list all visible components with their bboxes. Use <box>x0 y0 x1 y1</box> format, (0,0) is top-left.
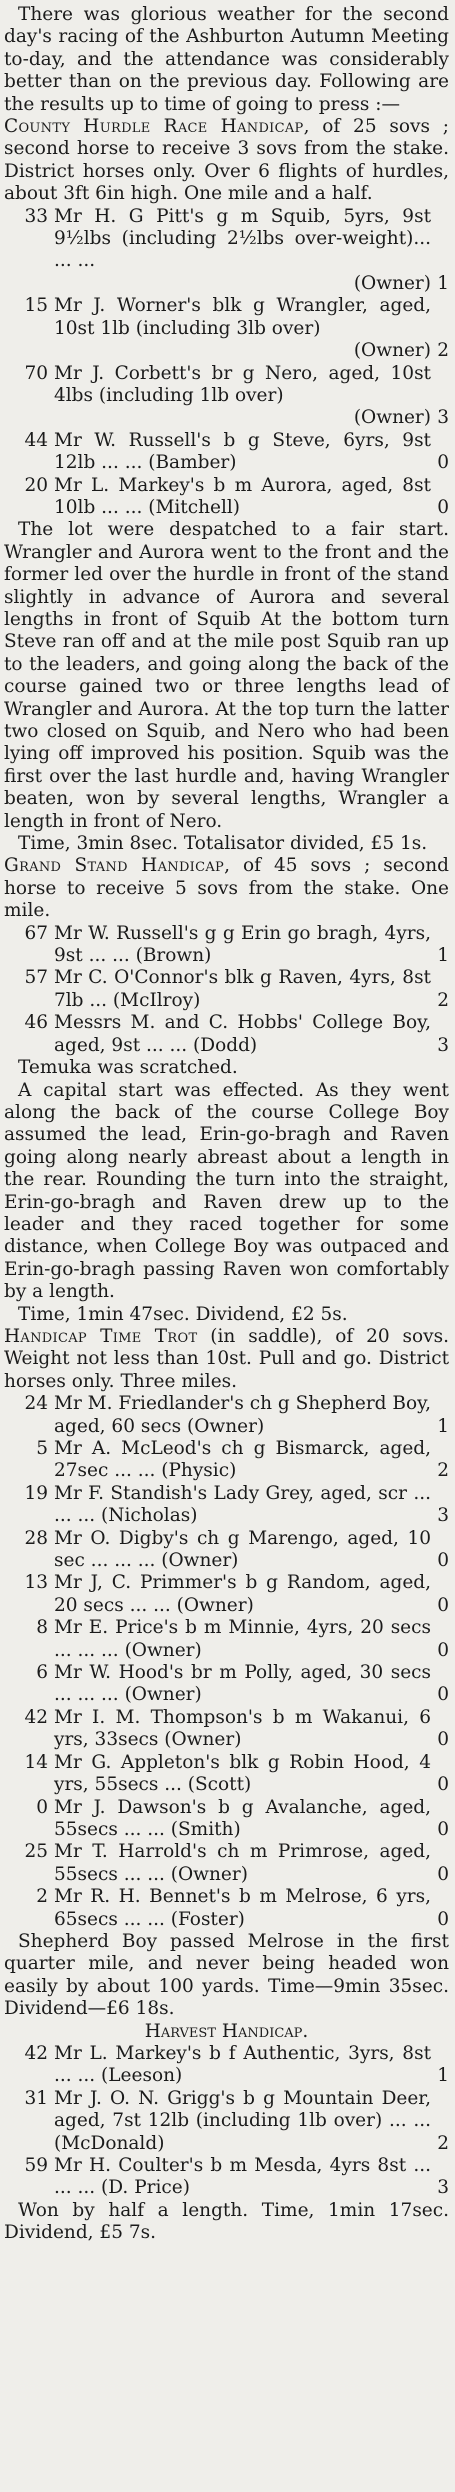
entry-text: Mr O. Digby's ch g Marengo, aged, 10 sec ... ... ... (Owner) <box>54 1527 431 1572</box>
entry-text: Messrs M. and C. Hobbs' College Boy, aged, 9st ... ... (Dodd) <box>54 1012 431 1056</box>
race-entry <box>4 1886 449 1931</box>
entry-number: 42 <box>24 1706 48 1728</box>
entry-text: Mr R. H. Bennet's b m Melrose, 6 yrs, 65secs ... ... (Foster) <box>54 1886 431 1930</box>
entry-placing: 3 <box>437 1505 449 1527</box>
entry-text: Mr J. O. N. Grigg's b g Mountain Deer, aged, 7st 12lb (including 1lb over) ... ... (McDonald) <box>54 2087 431 2154</box>
entry-number: 70 <box>24 362 48 384</box>
entry-text: Mr J. Corbett's br g Nero, aged, 10st 4lbs (including 1lb over) <box>54 362 431 406</box>
race-entry <box>4 1797 449 1842</box>
entry-placing: 0 <box>437 1863 449 1885</box>
entry-number: 13 <box>24 1572 48 1594</box>
race-title: Harvest Handicap. <box>144 2020 309 2042</box>
entry-placing: 0 <box>437 1594 449 1616</box>
entry-text: Mr F. Standish's Lady Grey, aged, scr ... ... ... (Nicholas) <box>54 1482 431 1527</box>
entry-number: 15 <box>24 295 48 317</box>
entry-number: 8 <box>36 1617 48 1639</box>
entry-text: Mr W. Hood's br m Polly, aged, 30 secs ... ... ... (Owner) <box>54 1662 431 1706</box>
entry-number: 0 <box>36 1796 48 1818</box>
race-title: Handicap Time Trot <box>4 1325 198 1347</box>
entry-number: 20 <box>24 474 48 496</box>
race-report: Won by half a length. Time, 1min 17sec. Dividend, £5 7s. <box>4 2199 449 2244</box>
race-entry <box>4 430 449 475</box>
race-report: The lot were despatched to a fair start. Wrangler and Aurora went to the front and the former led over the hurdle in front of the stand slightly in advance of Aurora and several lengths in front of Squib At the bottom turn Steve ran off and at the mile post Squib ran up to the leaders, and going along the back of the course gained two or three lengths lead of Wrangler and Aurora. At the top turn the latter two closed on Squib, and Nero who had been lying off improved his position. Squib was the first over the last hurdle and, having Wrangler beaten, won by several lengths, Wrangler a length in front of Nero. <box>4 519 449 832</box>
race-conditions: , of 25 sovs ; second horse to receive 3 sovs from the stake. District horses only. Over 6 flights of hurdles, about 3ft 6in high. One mile and a half. <box>4 116 449 205</box>
race-entry <box>4 1841 449 1886</box>
entry-rider: (Owner) <box>353 272 431 294</box>
race-report: A capital start was effected. As they went along the back of the course College Boy assumed the lead, Erin-go-bragh and Raven going along nearly abreast about a length in the rear. Rounding the turn into the straight, Erin-go-bragh and Raven drew up to the leader and they raced together for some distance, when College Boy was outpaced and Erin-go-bragh passing Raven won comfortably by a length. <box>4 1079 449 1303</box>
entry-text: Mr M. Friedlander's ch g Shepherd Boy, aged, 60 secs (Owner) <box>54 1393 432 1437</box>
entry-placing: 0 <box>437 1818 449 1840</box>
entry-number: 44 <box>24 429 48 451</box>
race-entry <box>4 923 449 968</box>
race-entry <box>4 1483 449 1528</box>
entry-text: Mr H. Coulter's b m Mesda, 4yrs 8st ... ... ... (D. Price) <box>54 2155 431 2199</box>
race-entry <box>4 206 449 296</box>
race-entry <box>4 2043 449 2088</box>
entry-number: 31 <box>24 2087 48 2109</box>
entry-text: Mr L. Markey's b f Authentic, 3yrs, 8st ... ... (Leeson) <box>54 2042 431 2087</box>
entry-rider: (Owner) <box>353 340 431 362</box>
entry-number: 24 <box>24 1393 48 1415</box>
race-entry <box>4 295 449 362</box>
entry-text: Mr G. Appleton's blk g Robin Hood, 4 yrs, 55secs ... (Scott) <box>54 1751 431 1796</box>
race-entry <box>4 2088 449 2155</box>
race-entry <box>4 2155 449 2200</box>
entry-number: 57 <box>24 967 48 989</box>
race-heading <box>4 1326 449 1393</box>
entry-placing: 2 <box>437 989 449 1011</box>
entry-number: 33 <box>24 205 48 227</box>
entry-number: 25 <box>24 1841 48 1863</box>
race-report: Shepherd Boy passed Melrose in the first quarter mile, and never being headed won easily by about 100 yards. Time—9min 35sec. Dividend—£6 18s. <box>4 1930 449 2020</box>
entry-placing: 1 <box>437 2065 449 2087</box>
race-entry <box>4 1617 449 1662</box>
entry-text: Mr I. M. Thompson's b m Wakanui, 6 yrs, 33secs (Owner) <box>54 1706 431 1751</box>
race-entry <box>4 1752 449 1797</box>
entry-number: 59 <box>24 2155 48 2176</box>
entry-placing: 3 <box>437 1034 449 1056</box>
entry-number: 5 <box>36 1438 48 1459</box>
entry-number: 19 <box>24 1482 48 1504</box>
intro-paragraph: There was glorious weather for the second day's racing of the Ashburton Autumn Meeting to-day, and the attendance was considerably better than on the previous day. Following are the results up to time of going to press :— <box>4 4 449 115</box>
race-result: Time, 1min 47sec. Dividend, £2 5s. <box>18 1303 348 1325</box>
entry-placing: 2 <box>437 2132 449 2154</box>
race-conditions: (in saddle), of 20 sovs. Weight not less than 10st. Pull and go. District horses only. Three miles. <box>4 1325 449 1392</box>
entry-placing: 0 <box>437 1774 449 1796</box>
race-entry <box>4 1707 449 1752</box>
entry-placing: 1 <box>437 272 449 294</box>
entry-text: Mr J. Dawson's b g Avalanche, aged, 55secs ... ... (Smith) <box>54 1796 431 1840</box>
entry-placing: 3 <box>437 407 449 429</box>
entry-number: 67 <box>24 922 48 944</box>
entry-text: Mr H. G Pitt's g m Squib, 5yrs, 9st 9½lbs (including 2½lbs over-weight)... ... ... <box>54 205 431 272</box>
race-entry <box>4 1572 449 1617</box>
entry-placing: 2 <box>437 340 449 362</box>
entry-placing: 0 <box>437 452 449 474</box>
race-entry <box>4 1438 449 1483</box>
entry-text: Mr W. Russell's b g Steve, 6yrs, 9st 12lb ... ... (Bamber) <box>54 429 431 474</box>
entry-text: Mr W. Russell's g g Erin go bragh, 4yrs, 9st ... ... (Brown) <box>54 922 431 967</box>
race-title: Grand Stand Handicap <box>4 855 225 877</box>
entry-number: 28 <box>24 1527 48 1549</box>
entry-number: 42 <box>24 2042 48 2064</box>
race-entry <box>4 1528 449 1573</box>
entry-text: Mr C. O'Connor's blk g Raven, 4yrs, 8st 7lb ... (McIlroy) <box>54 967 431 1011</box>
entry-text: Mr J, C. Primmer's b g Random, aged, 20 secs ... ... (Owner) <box>54 1572 431 1616</box>
entry-number: 2 <box>36 1886 48 1908</box>
entry-placing: 0 <box>437 1639 449 1661</box>
race-result: Time, 3min 8sec. Totalisator divided, £5 1s. <box>18 833 428 855</box>
entry-placing: 1 <box>437 945 449 967</box>
entry-text: Mr T. Harrold's ch m Primrose, aged, 55secs ... ... (Owner) <box>54 1841 431 1885</box>
entry-text: Mr L. Markey's b m Aurora, aged, 8st 10lb ... ... (Mitchell) <box>54 474 431 518</box>
entry-rider: (Owner) <box>353 407 431 429</box>
race-entry <box>4 1012 449 1057</box>
race-heading <box>4 855 449 922</box>
race-heading <box>4 116 449 206</box>
entry-number: 6 <box>36 1662 48 1684</box>
entry-placing: 1 <box>437 1415 449 1437</box>
entry-text: Mr J. Worner's blk g Wrangler, aged, 10st 1lb (including 3lb over) <box>54 295 431 339</box>
race-entry <box>4 1393 449 1438</box>
entry-placing: 2 <box>437 1460 449 1482</box>
entry-text: Mr E. Price's b m Minnie, 4yrs, 20 secs ... ... ... (Owner) <box>54 1617 431 1661</box>
race-entry <box>4 967 449 1012</box>
entry-placing: 0 <box>437 1550 449 1572</box>
entry-placing: 3 <box>437 2177 449 2199</box>
entry-placing: 0 <box>437 1684 449 1706</box>
entry-number: 14 <box>24 1751 48 1773</box>
entry-number: 46 <box>24 1012 48 1034</box>
entry-placing: 0 <box>437 496 449 518</box>
entry-placing: 0 <box>437 1729 449 1751</box>
scratched-note: Temuka was scratched. <box>18 1057 238 1079</box>
race-entry <box>4 363 449 430</box>
race-entry <box>4 475 449 520</box>
entry-placing: 0 <box>437 1908 449 1930</box>
race-entry <box>4 1662 449 1707</box>
entry-text: Mr A. McLeod's ch g Bismarck, aged, 27sec ... ... (Physic) <box>54 1438 431 1482</box>
race-conditions: , of 45 sovs ; second horse to receive 5 sovs from the stake. One mile. <box>4 855 449 922</box>
race-title: County Hurdle Race Handicap <box>4 116 304 138</box>
